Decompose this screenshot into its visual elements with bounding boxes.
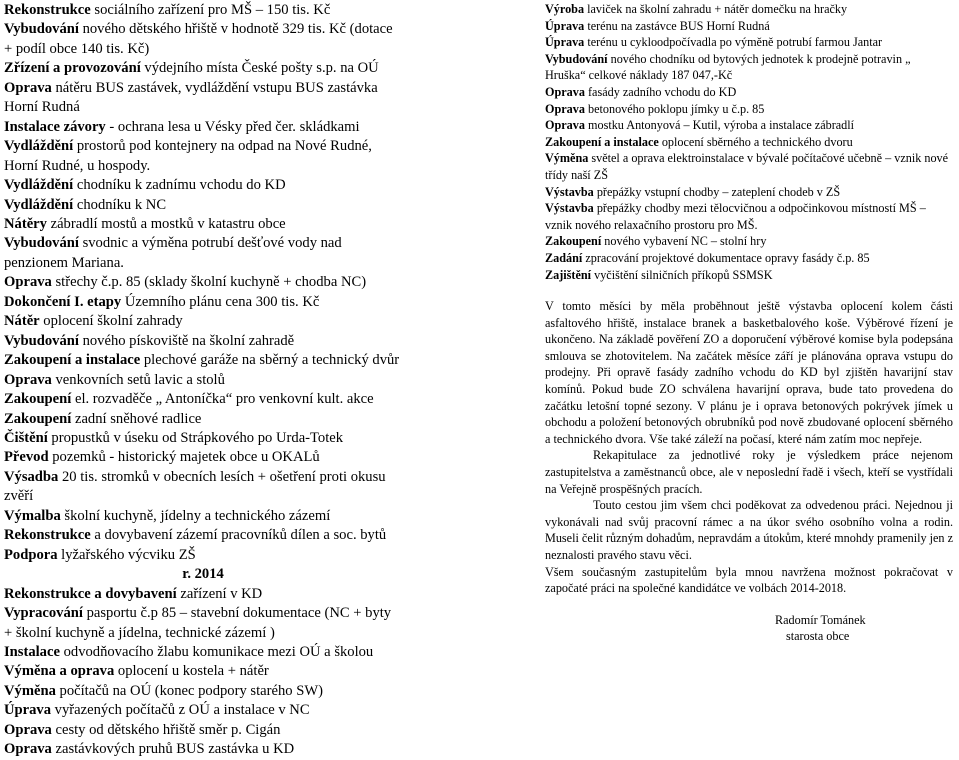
- item-description: nového vybavení NC – stolní hry: [601, 234, 767, 249]
- item-keyword: Instalace: [4, 643, 60, 660]
- item-keyword: Zakoupení: [4, 391, 72, 408]
- item-keyword: Zakoupení a instalace: [4, 352, 141, 369]
- item-description: zařízení v KD: [176, 585, 263, 602]
- list-item: [4, 546, 402, 565]
- list-item: [4, 79, 402, 118]
- item-keyword: Zajištění: [545, 267, 592, 282]
- item-description: prostorů pod kontejnery na odpad na Nové Rudné, Horní Rudné, u hospody.: [4, 138, 372, 174]
- item-description: oplocení u kostela + nátěr: [114, 663, 269, 680]
- item-description: el. rozvaděče „ Antoníčka“ pro venkovní kult. akce: [71, 391, 374, 408]
- item-description: cesty od dětského hřiště směr p. Cigán: [51, 721, 281, 738]
- item-description: vyčištění silničních příkopů SSMSK: [591, 267, 773, 282]
- item-keyword: Rekonstrukce: [4, 527, 91, 544]
- item-description: nového pískoviště na školní zahradě: [78, 332, 295, 349]
- item-description: nového dětského hřiště v hodnotě 329 tis. Kč (dotace + podíl obce 140 tis. Kč): [4, 21, 393, 57]
- item-description: terénu u cykloodpočívadla po výměně potrubí farmou Jantar: [584, 35, 883, 50]
- right-column: [545, 1, 953, 645]
- item-keyword: Zakoupení a instalace: [545, 134, 659, 149]
- list-item: [4, 312, 402, 331]
- item-keyword: Oprava: [4, 721, 52, 738]
- item-description: propustků v úseku od Strápkového po Urda-Totek: [47, 429, 344, 446]
- item-description: Územního plánu cena 300 tis. Kč: [121, 293, 320, 310]
- item-keyword: Nátěr: [4, 313, 40, 330]
- item-description: přepážky chodby mezi tělocvičnou a odpočinkovou místností MŠ – vznik nového relaxačního prostoru pro MŠ.: [545, 201, 926, 232]
- item-keyword: Výměna a oprava: [4, 663, 115, 680]
- item-keyword: Úprava: [4, 702, 52, 719]
- list-item: [4, 604, 402, 643]
- item-keyword: Rekonstrukce: [4, 2, 91, 18]
- item-keyword: Výměna: [545, 151, 589, 166]
- list-item: [4, 468, 402, 507]
- list-item: [4, 448, 402, 467]
- item-description: - ochrana lesa u Vésky před čer. skládkami: [105, 118, 360, 135]
- list-item: [4, 721, 402, 740]
- body-paragraph-3: Touto cestou jim všem chci poděkovat za odvedenou práci. Nejednou ji vykonávali nad svůj pracovní rámec a na úkor svého osobního volna a rodin. Museli čelit různým dohadům, nepravdám a útokům, které mnohdy pramenily jen z neznalosti pravého stavu věci.: [545, 498, 953, 562]
- list-item: [4, 1, 402, 20]
- item-description: oplocení školní zahrady: [39, 313, 183, 330]
- item-description: oplocení sběrného a technického dvoru: [658, 134, 853, 149]
- list-item: [4, 740, 402, 759]
- item-keyword: Čištění: [4, 429, 48, 446]
- year-heading-text: r. 2014: [182, 566, 224, 583]
- item-keyword: Výstavba: [545, 201, 594, 216]
- item-keyword: Úprava: [545, 18, 585, 33]
- item-description: terénu na zastávce BUS Horní Rudná: [584, 18, 770, 33]
- item-description: počítačů na OÚ (konec podpory starého SW): [55, 682, 323, 699]
- list-item: [4, 293, 402, 312]
- item-keyword: Oprava: [545, 118, 585, 133]
- item-description: lyžařského výcviku ZŠ: [57, 546, 196, 563]
- item-keyword: Oprava: [4, 371, 52, 388]
- item-keyword: Vydláždění: [4, 177, 74, 194]
- list-item: [545, 250, 953, 267]
- list-item: [4, 371, 402, 390]
- item-keyword: Oprava: [4, 79, 52, 96]
- item-description: zábradlí mostů a mostků v katastru obce: [46, 215, 286, 232]
- item-description: fasády zadního vchodu do KD: [584, 84, 737, 99]
- item-keyword: Výroba: [545, 2, 585, 16]
- list-item: [4, 410, 402, 429]
- list-item: [545, 150, 953, 183]
- list-item: [4, 585, 402, 604]
- list-item: [545, 84, 953, 101]
- list-item: [4, 196, 402, 215]
- item-description: 20 tis. stromků v obecních lesích + ošetření proti okusu zvěří: [4, 468, 386, 505]
- list-item: [4, 137, 402, 176]
- item-description: chodníku k zadnímu vchodu do KD: [73, 177, 286, 194]
- signature-name: Radomír Tománek: [775, 612, 866, 627]
- item-description: vyřazených počítačů z OÚ a instalace v NC: [51, 702, 310, 719]
- list-item: [545, 117, 953, 134]
- item-description: laviček na školní zahradu + nátěr domečku na hračky: [584, 2, 848, 16]
- item-keyword: Vybudování: [4, 21, 79, 38]
- left-column: [4, 1, 402, 760]
- year-heading: [4, 565, 402, 584]
- list-item: [4, 390, 402, 409]
- item-keyword: Nátěry: [4, 215, 47, 232]
- list-item: [545, 1, 953, 18]
- list-item: [545, 200, 953, 233]
- signature-gap: [545, 597, 953, 612]
- item-keyword: Zadání: [545, 250, 583, 265]
- item-description: venkovních setů lavic a stolů: [51, 371, 225, 388]
- list-item: [4, 682, 402, 701]
- body-paragraph-1: V tomto měsíci by měla proběhnout ještě výstavba oplocení kolem části asfaltového hřiště, instalace branek a basketbalového koše. Výběrové řízení je ukončeno. Na základě pověření ZO a doporučení výběrové komise byla podepsána smlouva se zhotovitelem. Na začátek měsíce září je plánována oprava vstupu do prodejny. Při opravě fasády zadního vchodu do KD byl zjištěn havarijní stav komínů. Pokud bude ZO schválena havarijní oprava, bude tato provedena do začátku letošní topné sezony. V plánu je i oprava betonových pokrývek jímek u obchodu a položení betonových obrubníků pod nově zbudované oplocení sběrného a technického dvora. Vše také záleží na počasí, které nám zatím moc nepřeje.: [545, 299, 953, 446]
- list-item: [4, 507, 402, 526]
- item-keyword: Vybudování: [4, 332, 79, 349]
- list-item: [4, 643, 402, 662]
- list-item: [545, 18, 953, 35]
- item-description: odvodňovacího žlabu komunikace mezi OÚ a školou: [59, 643, 374, 660]
- list-item: [4, 215, 402, 234]
- list-item: [4, 701, 402, 720]
- item-keyword: Vydláždění: [4, 138, 74, 155]
- item-description: nátěru BUS zastávek, vydláždění vstupu BUS zastávka Horní Rudná: [4, 79, 378, 116]
- item-description: zastávkových pruhů BUS zastávka u KD: [51, 741, 295, 758]
- item-keyword: Zakoupení: [545, 234, 602, 249]
- item-description: chodníku k NC: [73, 196, 167, 213]
- item-description: pasportu č.p 85 – stavební dokumentace (NC + byty + školní kuchyně a jídelna, technické zázemí ): [4, 605, 392, 641]
- list-item: [4, 332, 402, 351]
- right-items-list: [545, 1, 953, 283]
- item-description: školní kuchyně, jídelny a technického zázemí: [60, 507, 331, 524]
- item-description: nového chodníku od bytových jednotek k prodejně potravin „ Hruška“ celkové náklady 187 047,-Kč: [545, 51, 911, 83]
- item-description: betonového poklopu jímky u č.p. 85: [584, 101, 765, 116]
- list-item: [545, 51, 953, 84]
- item-description: mostku Antonyová – Kutil, výroba a instalace zábradlí: [584, 118, 855, 133]
- item-keyword: Vybudování: [4, 235, 79, 252]
- item-keyword: Zakoupení: [4, 410, 72, 427]
- item-description: střechy č.p. 85 (sklady školní kuchyně + chodba NC): [51, 274, 367, 291]
- item-keyword: Rekonstrukce a dovybavení: [4, 585, 177, 602]
- list-item: [4, 662, 402, 681]
- paragraph-gap: [545, 283, 953, 298]
- list-item: [4, 176, 402, 195]
- item-keyword: Vydláždění: [4, 196, 74, 213]
- body-paragraph-2: Rekapitulace za jednotlivé roky je výsledkem práce nejenom zastupitelstva a zaměstnanců obce, ale v neposlední řadě i všech, kteří se vystřídali na Veřejně prospěšných pracích.: [545, 448, 953, 496]
- item-description: sociálního zařízení pro MŠ – 150 tis. Kč: [90, 2, 331, 18]
- item-description: pozemků - historický majetek obce u OKALů: [48, 449, 320, 466]
- list-item: [4, 118, 402, 137]
- body-paragraph-4: Všem současným zastupitelům byla mnou navržena možnost pokračovat v započaté práci na společné kandidátce ve volbách 2014-2018.: [545, 564, 953, 596]
- list-item: [4, 59, 402, 78]
- item-description: přepážky vstupní chodby – zateplení chodeb v ZŠ: [593, 184, 841, 199]
- item-keyword: Oprava: [4, 274, 52, 291]
- list-item: [545, 134, 953, 151]
- list-item: [4, 526, 402, 545]
- item-keyword: Úprava: [545, 35, 585, 50]
- list-item: [545, 184, 953, 201]
- list-item: [545, 233, 953, 250]
- list-item: [545, 34, 953, 51]
- item-keyword: Oprava: [545, 84, 585, 99]
- item-keyword: Výstavba: [545, 184, 594, 199]
- list-item: [4, 351, 402, 370]
- item-keyword: Dokončení I. etapy: [4, 293, 122, 310]
- item-keyword: Podpora: [4, 546, 58, 563]
- item-keyword: Vypracování: [4, 605, 83, 622]
- item-description: zpracování projektové dokumentace opravy fasády č.p. 85: [582, 250, 870, 265]
- item-keyword: Převod: [4, 449, 49, 466]
- item-keyword: Oprava: [4, 741, 52, 758]
- item-description: zadní sněhové radlice: [71, 410, 202, 427]
- item-keyword: Výmalba: [4, 507, 61, 524]
- list-item: [4, 273, 402, 292]
- item-keyword: Výměna: [4, 682, 56, 699]
- item-description: a dovybavení zázemí pracovníků dílen a soc. bytů: [90, 527, 387, 544]
- item-description: svodnic a výměna potrubí dešťové vody nad penzionem Mariana.: [4, 235, 342, 271]
- list-item: [4, 429, 402, 448]
- item-keyword: Výsadba: [4, 468, 59, 485]
- list-item: [4, 20, 402, 59]
- item-description: plechové garáže na sběrný a technický dvůr: [140, 352, 400, 369]
- list-item: [545, 267, 953, 284]
- item-keyword: Zřízení a provozování: [4, 60, 141, 77]
- item-keyword: Instalace závory: [4, 118, 106, 135]
- signature-title: starosta obce: [786, 629, 850, 644]
- item-keyword: Oprava: [545, 101, 585, 116]
- item-description: výdejního místa České pošty s.p. na OÚ: [140, 60, 379, 77]
- list-item: [4, 234, 402, 273]
- item-keyword: Vybudování: [545, 51, 608, 66]
- list-item: [545, 101, 953, 118]
- item-description: světel a oprava elektroinstalace v bývalé počítačové učebně – vznik nové třídy naší ZŠ: [545, 151, 949, 182]
